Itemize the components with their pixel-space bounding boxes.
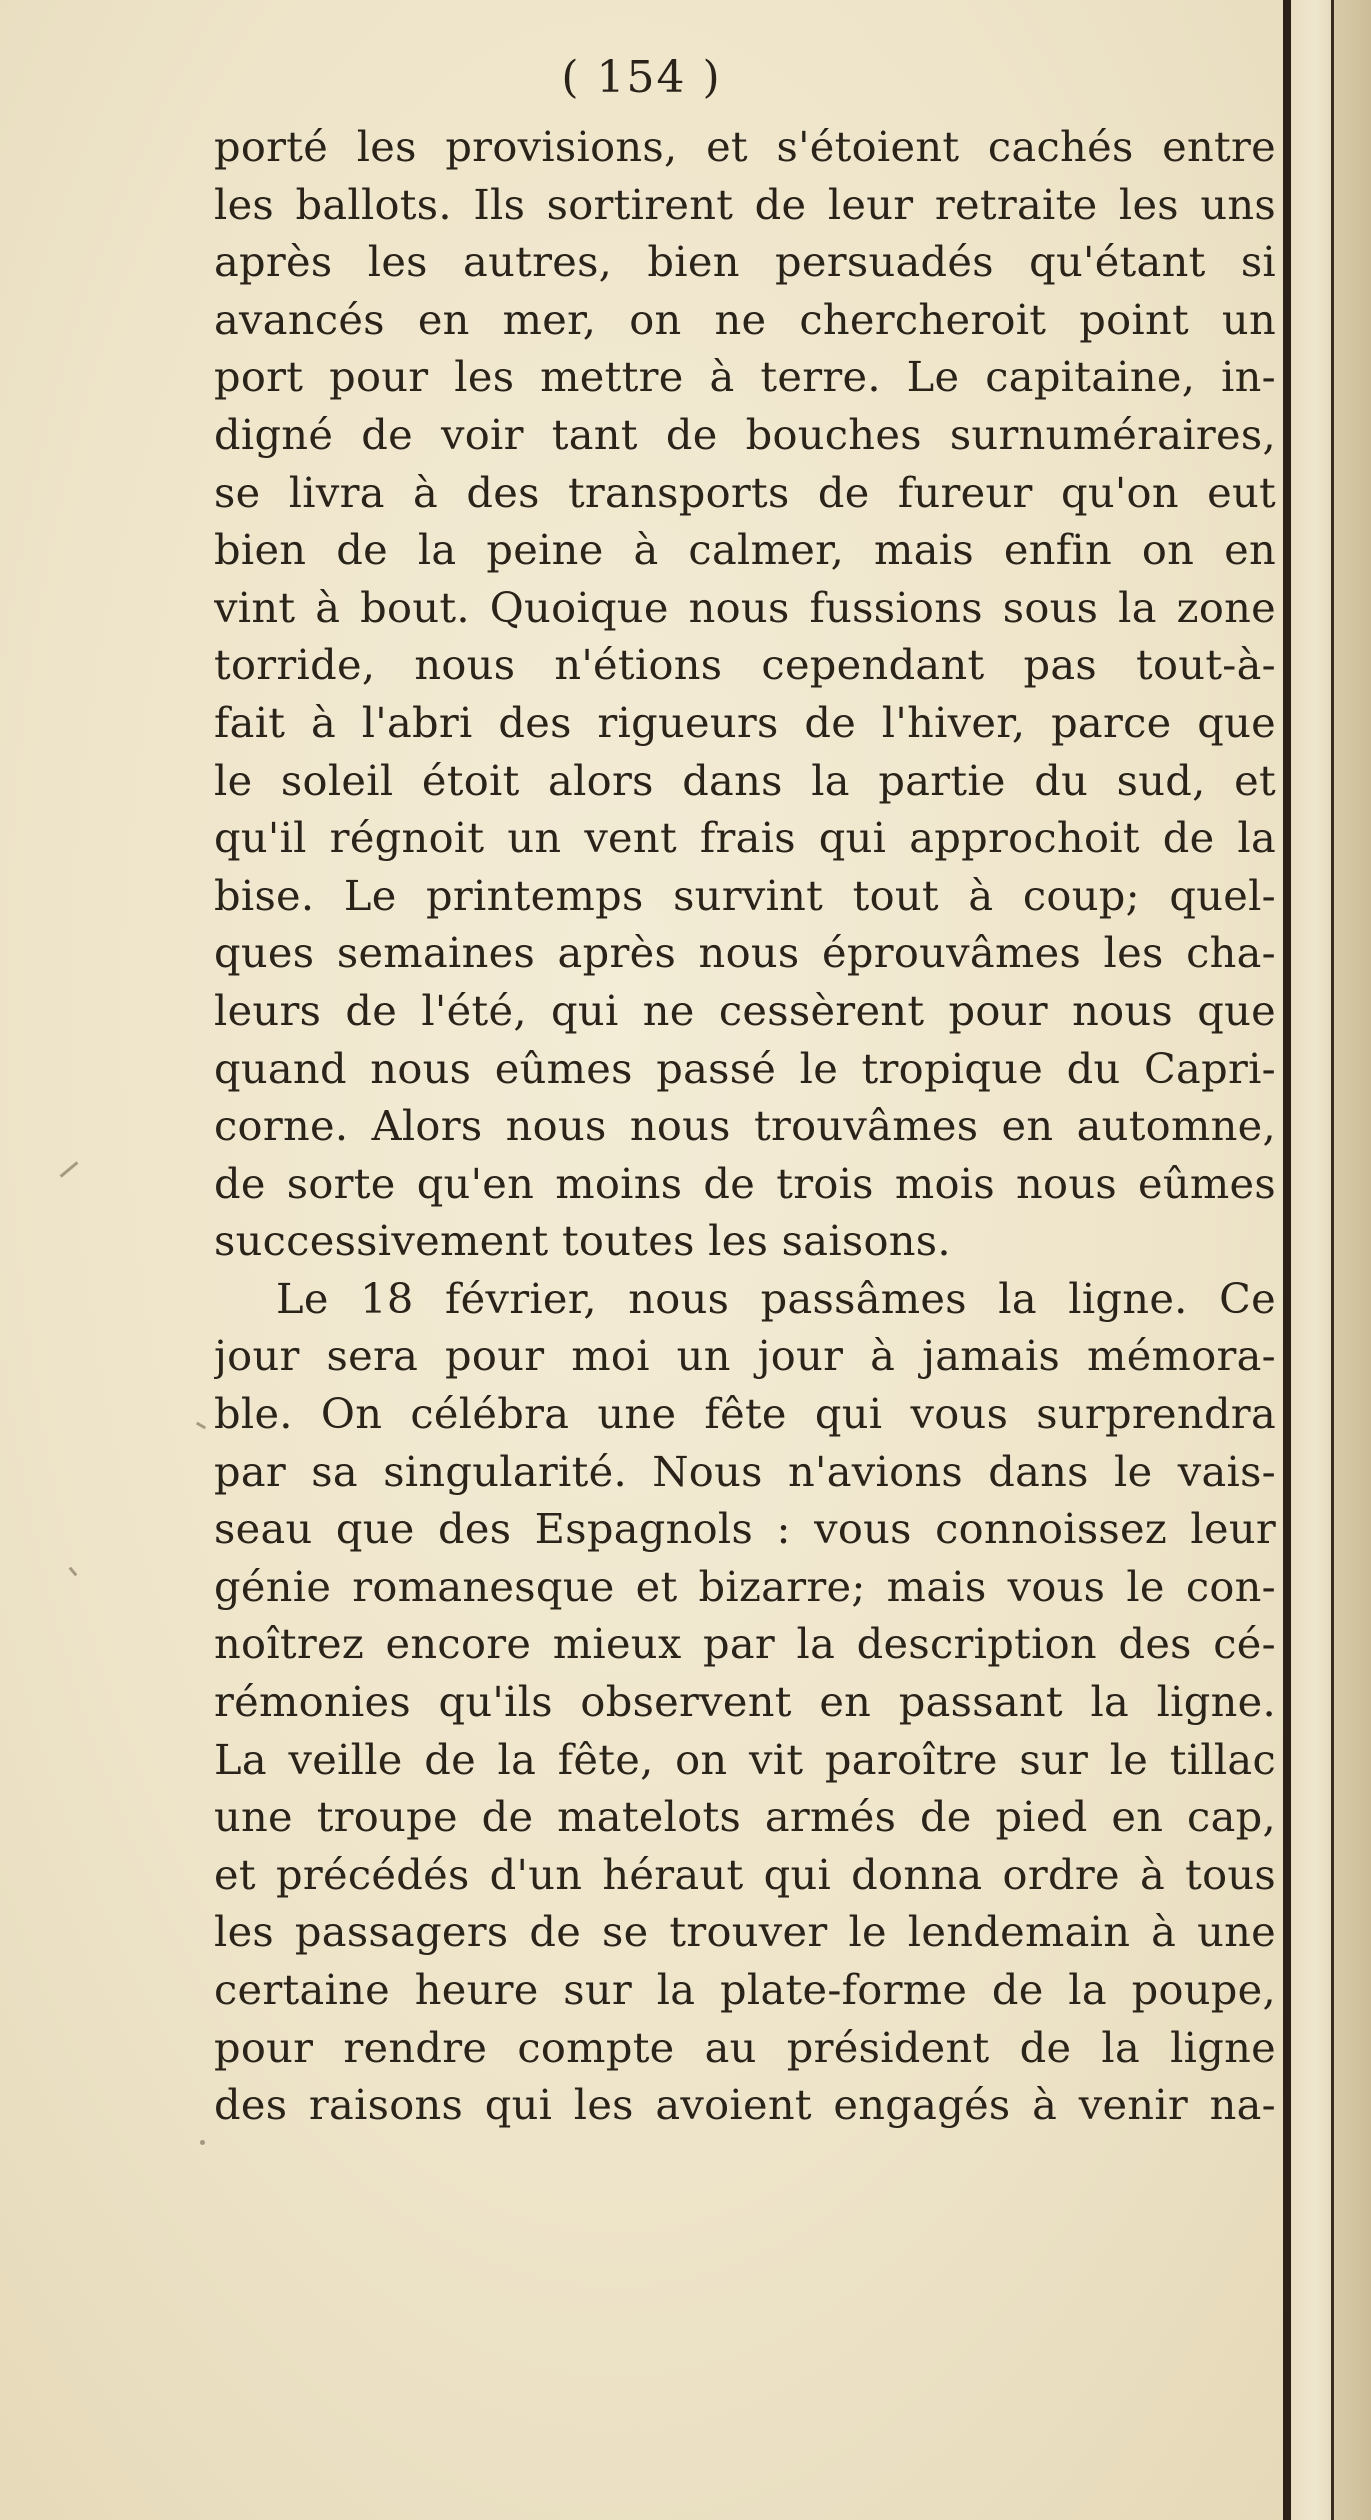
text-line: bise. Le printemps survint tout à coup; quel- <box>214 870 1276 920</box>
text-line: se livra à des transports de fureur qu'on eut <box>214 467 1276 517</box>
text-line: une troupe de matelots armés de pied en cap, <box>214 1792 1276 1842</box>
page-number: ( 154 ) <box>561 52 722 103</box>
text-line: qu'il régnoit un vent frais qui approchoit de la <box>214 813 1276 863</box>
text-line: après les autres, bien persuadés qu'étant si <box>214 237 1276 287</box>
text-line: les passagers de se trouver le lendemain à une <box>214 1907 1276 1957</box>
text-line: jour sera pour moi un jour à jamais mémora- <box>214 1331 1276 1381</box>
text-line: quand nous eûmes passé le tropique du Capri- <box>214 1043 1276 1093</box>
text-line: vint à bout. Quoique nous fussions sous la zone <box>214 582 1276 632</box>
text-line: avancés en mer, on ne chercheroit point un <box>214 294 1276 344</box>
text-line: par sa singularité. Nous n'avions dans le vais- <box>214 1446 1276 1496</box>
paragraph-start-line: Le 18 février, nous passâmes la ligne. Ce <box>276 1273 1276 1323</box>
paragraph-end-line: successivement toutes les saisons. <box>214 1216 951 1266</box>
book-edge <box>1334 0 1371 2520</box>
text-line: La veille de la fête, on vit paroître sur le tillac <box>214 1734 1276 1784</box>
text-line: leurs de l'été, qui ne cessèrent pour nous que <box>214 985 1276 1035</box>
margin-mark <box>196 1422 206 1430</box>
text-line: torride, nous n'étions cependant pas tout-à- <box>214 640 1276 690</box>
text-line: et précédés d'un héraut qui donna ordre à tous <box>214 1849 1276 1899</box>
text-line: corne. Alors nous nous trouvâmes en automne, <box>214 1101 1276 1151</box>
text-line: fait à l'abri des rigueurs de l'hiver, parce que <box>214 697 1276 747</box>
text-line: de sorte qu'en moins de trois mois nous eûmes <box>214 1158 1276 1208</box>
text-line: génie romanesque et bizarre; mais vous le con- <box>214 1561 1276 1611</box>
text-line: port pour les mettre à terre. Le capitaine, in- <box>214 352 1276 402</box>
text-line: rémonies qu'ils observent en passant la ligne. <box>214 1677 1276 1727</box>
text-line: noîtrez encore mieux par la description des cé- <box>214 1619 1276 1669</box>
text-line: les ballots. Ils sortirent de leur retraite les uns <box>214 179 1276 229</box>
margin-mark <box>60 1161 79 1177</box>
text-line: certaine heure sur la plate-forme de la poupe, <box>214 1965 1276 2014</box>
text-line: bien de la peine à calmer, mais enfin on en <box>214 525 1276 575</box>
margin-mark <box>200 2140 205 2145</box>
text-line: ble. On célébra une fête qui vous surprendra <box>214 1389 1276 1439</box>
text-line: des raisons qui les avoient engagés à venir na- <box>214 2080 1276 2130</box>
adjacent-page-strip <box>1291 0 1331 2520</box>
text-line: digné de voir tant de bouches surnuméraires, <box>214 409 1276 459</box>
margin-mark <box>69 1567 78 1577</box>
text-line: seau que des Espagnols : vous connoissez leur <box>214 1504 1276 1554</box>
text-line: porté les provisions, et s'étoient cachés entre <box>214 122 1276 171</box>
text-line: ques semaines après nous éprouvâmes les cha- <box>214 928 1276 978</box>
binding-edge <box>1283 0 1291 2520</box>
body-text <box>214 118 1276 2134</box>
text-line: le soleil étoit alors dans la partie du sud, et <box>214 755 1276 805</box>
text-line: pour rendre compte au président de la ligne <box>214 2022 1276 2072</box>
